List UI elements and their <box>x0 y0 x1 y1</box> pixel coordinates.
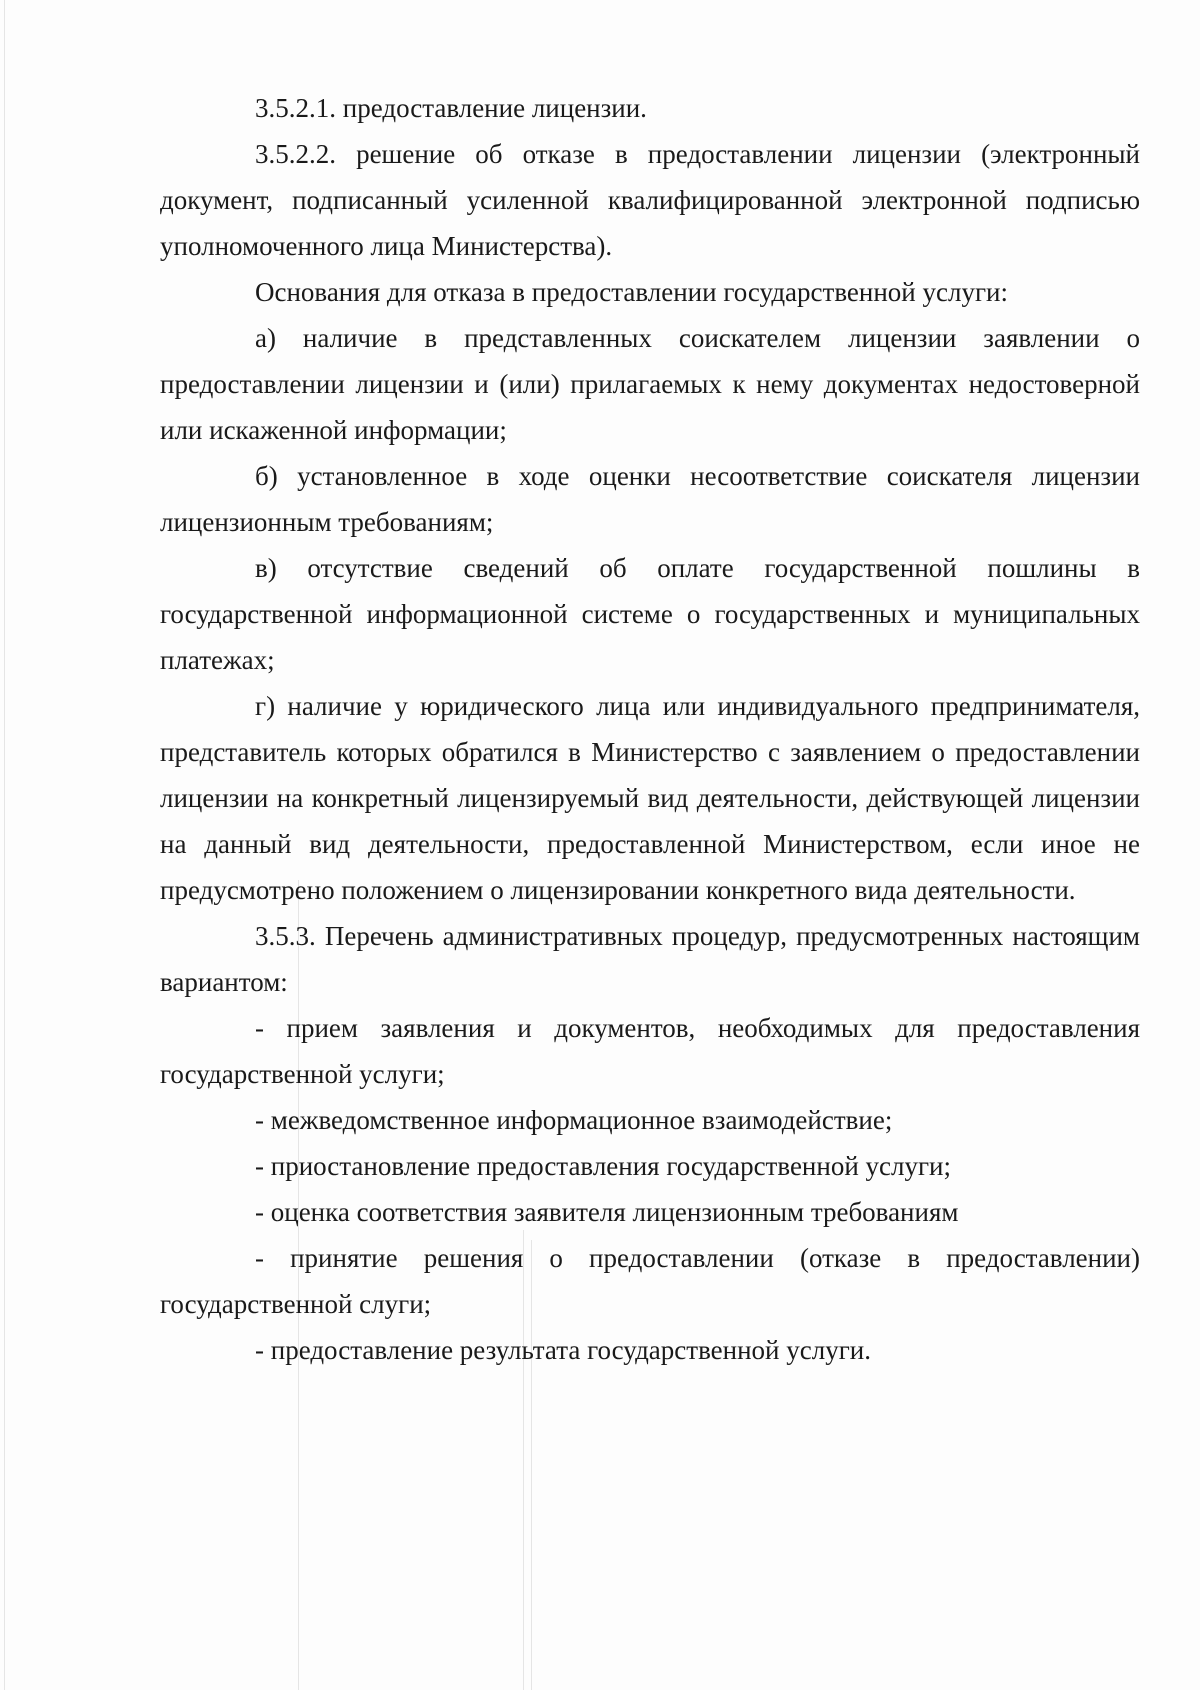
paragraph-ground-g: г) наличие у юридического лица или индивидуального предпринимателя, представитель которых обратился в Министерство с заявлением о предоставлении лицензии на конкретный лицензируемый вид деятельности, действующей лицензии на данный вид деятельности, предоставленной Министерством, если иное не предусмотрено положением о лицензировании конкретного вида деятельности. <box>160 691 1140 905</box>
list-item-decision: - принятие решения о предоставлении (отказе в предоставлении) государственной слуги; <box>160 1243 1140 1319</box>
paragraph-grounds-heading: Основания для отказа в предоставлении государственной услуги: <box>255 277 1008 307</box>
list-item-interagency: - межведомственное информационное взаимодействие; <box>255 1105 893 1135</box>
list-item-assessment: - оценка соответствия заявителя лицензионным требованиям <box>255 1197 959 1227</box>
paragraph-ground-v: в) отсутствие сведений об оплате государственной пошлины в государственной информационной системе о государственных и муниципальных платежах; <box>160 553 1140 675</box>
list-item-reception: - прием заявления и документов, необходимых для предоставления государственной услуги; <box>160 1013 1140 1089</box>
scan-artifact-left <box>4 0 5 1690</box>
paragraph-3-5-2-2: 3.5.2.2. решение об отказе в предоставлении лицензии (электронный документ, подписанный усиленной квалифицированной электронной подписью уполномоченного лица Министерства). <box>160 139 1140 261</box>
list-item-result: - предоставление результата государственной услуги. <box>255 1335 871 1365</box>
document-body <box>160 85 1140 1373</box>
paragraph-3-5-2-1: 3.5.2.1. предоставление лицензии. <box>255 93 647 123</box>
paragraph-3-5-3: 3.5.3. Перечень административных процедур, предусмотренных настоящим вариантом: <box>160 921 1140 997</box>
list-item-suspension: - приостановление предоставления государственной услуги; <box>255 1151 952 1181</box>
paragraph-ground-a: а) наличие в представленных соискателем лицензии заявлении о предоставлении лицензии и (или) прилагаемых к нему документах недостоверной или искаженной информации; <box>160 323 1140 445</box>
paragraph-ground-b: б) установленное в ходе оценки несоответствие соискателя лицензии лицензионным требованиям; <box>160 461 1140 537</box>
